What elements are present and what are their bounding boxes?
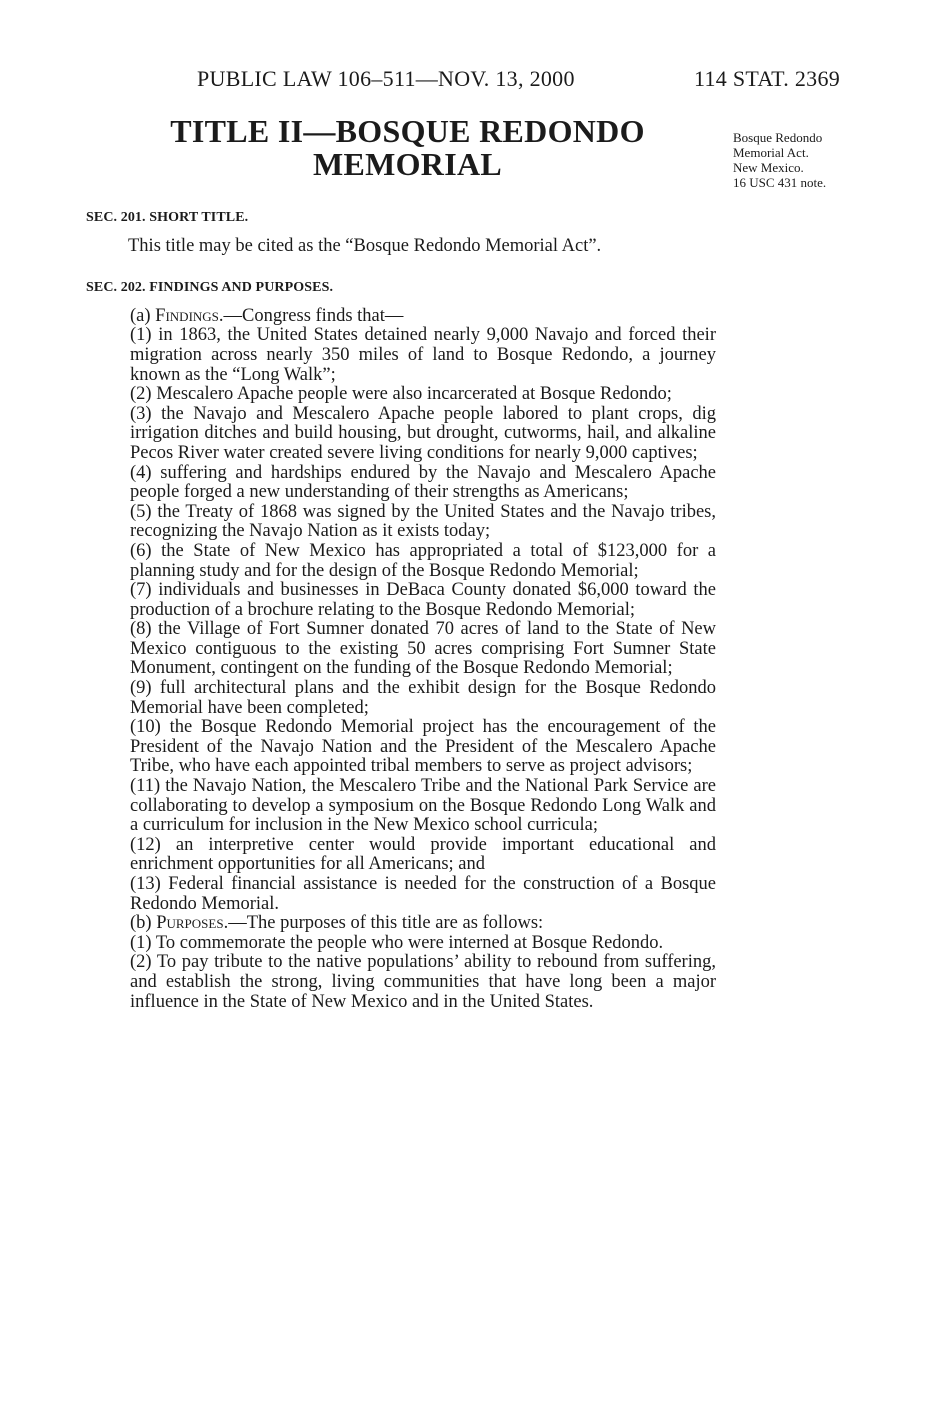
margin-note-line: Memorial Act. xyxy=(733,145,809,160)
margin-note-line: Bosque Redondo xyxy=(733,130,823,145)
finding-item: (11) the Navajo Nation, the Mescalero Tribe and the National Park Service are collaborating to develop a symposium on the Bosque Redondo Long Walk and a curriculum for inclusion in the New Mexico school curricula; xyxy=(130,776,716,836)
body-text xyxy=(86,208,716,1012)
title-line-1: TITLE II—BOSQUE REDONDO xyxy=(170,113,645,149)
finding-item: (6) the State of New Mexico has appropriated a total of $123,000 for a planning study and for the design of the Bosque Redondo Memorial; xyxy=(130,540,716,581)
finding-item: (7) individuals and businesses in DeBaca County donated $6,000 toward the production of a brochure relating to the Bosque Redondo Memorial; xyxy=(130,580,716,620)
finding-item: (9) full architectural plans and the exhibit design for the Bosque Redondo Memorial have been completed; xyxy=(130,678,716,718)
finding-item: (1) in 1863, the United States detained nearly 9,000 Navajo and forced their migration across nearly 350 miles of land to Bosque Redondo, a journey known as the “Long Walk”; xyxy=(130,325,716,385)
title-line-2: MEMORIAL xyxy=(312,146,503,182)
finding-item: (8) the Village of Fort Sumner donated 70 acres of land to the State of New Mexico contiguous to the existing 50 acres comprising Fort Sumner State Monument, contingent on the funding of the Bosque Redondo Memorial; xyxy=(130,619,716,679)
section-202-heading: SEC. 202. FINDINGS AND PURPOSES. xyxy=(86,280,334,296)
margin-note-line: New Mexico. xyxy=(733,160,804,175)
section-201-text: This title may be cited as the “Bosque Redondo Memorial Act”. xyxy=(128,235,602,256)
page-header xyxy=(0,66,947,96)
purposes-lead-paragraph xyxy=(130,914,716,934)
finding-item: (3) the Navajo and Mescalero Apache people labored to plant crops, dig irrigation ditches and build housing, but drought, cutworms, hail, and alkaline Pecos River water created severe living conditions for nearly 9,000 captives; xyxy=(130,403,716,463)
section-201-heading: SEC. 201. SHORT TITLE. xyxy=(86,210,249,225)
purpose-item: (2) To pay tribute to the native populations’ ability to rebound from suffering, and establish the strong, living communities that have long been a major influence in the State of New Mexico and in the United States. xyxy=(130,952,716,1012)
purposes-lead: .—The purposes of this title are as follows: xyxy=(223,913,544,934)
finding-item: (13) Federal financial assistance is needed for the construction of a Bosque Redondo Memorial. xyxy=(130,874,716,914)
finding-item: (10) the Bosque Redondo Memorial project has the encouragement of the President of the Navajo Nation and the President of the Mescalero Apache Tribe, who have each appointed tribal members to serve as project advisors; xyxy=(130,717,716,777)
findings-label: Findings xyxy=(155,305,219,326)
margin-note xyxy=(733,130,933,190)
title-heading xyxy=(130,115,685,181)
margin-note-line: 16 USC 431 note. xyxy=(733,175,827,190)
purposes-label: Purposes xyxy=(156,913,224,934)
finding-item: (12) an interpretive center would provide important educational and enrichment opportunities for all Americans; and xyxy=(130,834,716,875)
stat-page-number: 114 STAT. 2369 xyxy=(694,66,841,91)
finding-item: (4) suffering and hardships endured by the Navajo and Mescalero Apache people forged a new understanding of their strengths as Americans; xyxy=(130,462,716,503)
finding-item: (2) Mescalero Apache people were also incarcerated at Bosque Redondo; xyxy=(130,384,672,405)
finding-item: (5) the Treaty of 1868 was signed by the United States and the Navajo tribes, recognizing the Navajo Nation as it exists today; xyxy=(130,501,716,542)
findings-prefix: (a) xyxy=(130,305,151,326)
findings-lead: .—Congress finds that— xyxy=(218,305,404,326)
purposes-prefix: (b) xyxy=(130,913,152,934)
findings-lead-paragraph xyxy=(130,307,716,327)
purpose-item: (1) To commemorate the people who were interned at Bosque Redondo. xyxy=(130,932,664,953)
public-law-citation: PUBLIC LAW 106–511—NOV. 13, 2000 xyxy=(197,66,575,91)
